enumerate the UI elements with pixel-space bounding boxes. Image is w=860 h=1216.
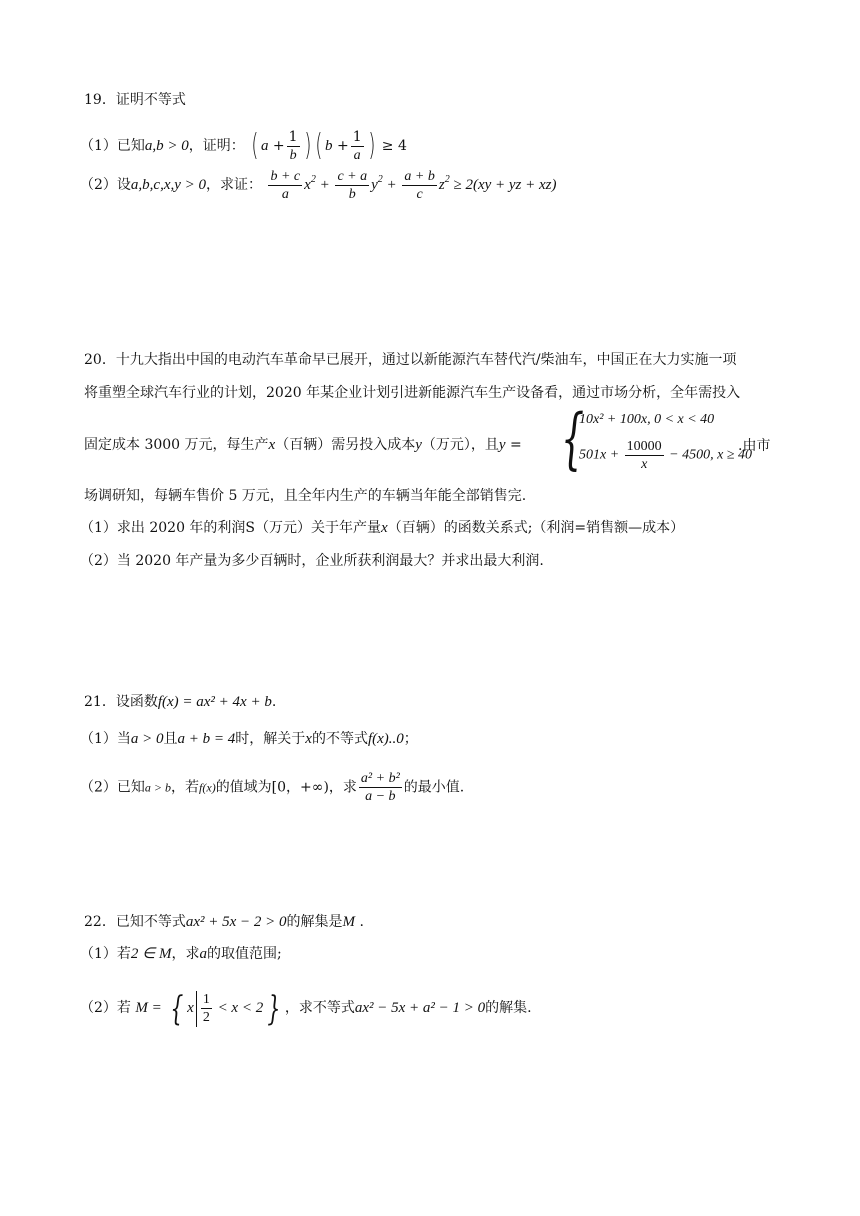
q19-p2-formula: $\frac{b + c}{a}$ $x^2$ + $\frac{c + a}{b}$ $y^2$ + $\frac{a + b}{c}$ $z^2 \ge 2(xy$ + yz + xz) [270, 169, 557, 202]
q20-piecewise [561, 400, 763, 482]
q20-line3: 固定成本 3000 万元，每生产x（百辆）需另投入成本y（万元），且y = [84, 437, 522, 453]
q20-line1: 20．十九大指出中国的电动汽车革命早已展开，通过以新能源汽车替代汽/柴油车，中国正在大力实施一项 [84, 352, 737, 368]
q21-title: 21．设函数f(x) = ax² + 4x + b. [84, 694, 277, 710]
q21-function: f(x) = ax² + 4x + b [157, 694, 272, 710]
q22-part2: （2）若 M = { x $\frac{1}{2}$ < x < 2 } ，求不等式ax² − 5x + a² − 1 > 0的解集. [80, 988, 532, 1029]
q20-line2: 将重塑全球汽车行业的计划，2020 年某企业计划引进新能源汽车生产设备看，通过市场分析，全年需投入 [84, 385, 741, 401]
q20-case2: 501x + $\frac{10000}{x}$ − 4500, x ≥ 40 [579, 439, 753, 472]
q19-part2: （2）设a,b,c,x,y > 0，求证： $\frac{b + c}{a}$ $x^2$ + $\frac{c + a}{b}$ $y^2$ + $\frac{a + b}{c}$ $z^2 \ge 2(xy$ + yz + xz) [80, 169, 557, 202]
q19-part1: （1）已知a,b > 0，证明： ( a + $\frac{1}{b}$ ) ( b + $\frac{1}{a}$ ) ≥ 4 [80, 128, 407, 163]
q20-case1: 10x² + 100x, 0 < x < 40 [579, 412, 715, 427]
brace-icon: { [561, 400, 585, 477]
q19-p1-formula: ( a + $\frac{1}{b}$ ) ( b + $\frac{1}{a}$ ) ≥ 4 [251, 128, 407, 163]
q22-title: 22．已知不等式ax² + 5x − 2 > 0的解集是M . [84, 914, 364, 930]
q20-line3-tail: .由市 [738, 438, 771, 454]
q19-p1-condition: a,b > 0 [144, 138, 189, 154]
q19-p2-condition: a,b,c,x,y > 0 [130, 176, 207, 193]
q22-part1: （1）若2 ∈ M，求a的取值范围; [80, 946, 282, 962]
q21-part2: （2）已知a > b，若f(x)的值域为[0，+∞)，求 $\frac{\text{a² + b²}}{a - b}$ 的最小值. [80, 771, 465, 804]
q21-fraction: $\frac{\text{a² + b²}}{a - b}$ [360, 771, 400, 804]
q20-line4: 场调研知，每辆车售价 5 万元，且全年内生产的车辆当年能全部销售完. [84, 488, 527, 504]
q20-part2: （2）当 2020 年产量为多少百辆时，企业所获利润最大？并求出最大利润. [80, 553, 544, 569]
q20-part1: （1）求出 2020 年的利润S（万元）关于年产量x（百辆）的函数关系式;（利润=销售额—成本） [80, 520, 685, 536]
q22-set-M: M = { x $\frac{1}{2}$ < x < 2 } [135, 988, 281, 1029]
q21-part1: （1）当a > 0且a + b = 4时，解关于x的不等式f(x)..0； [80, 731, 418, 747]
q19-title: 19．证明不等式 [84, 92, 186, 108]
